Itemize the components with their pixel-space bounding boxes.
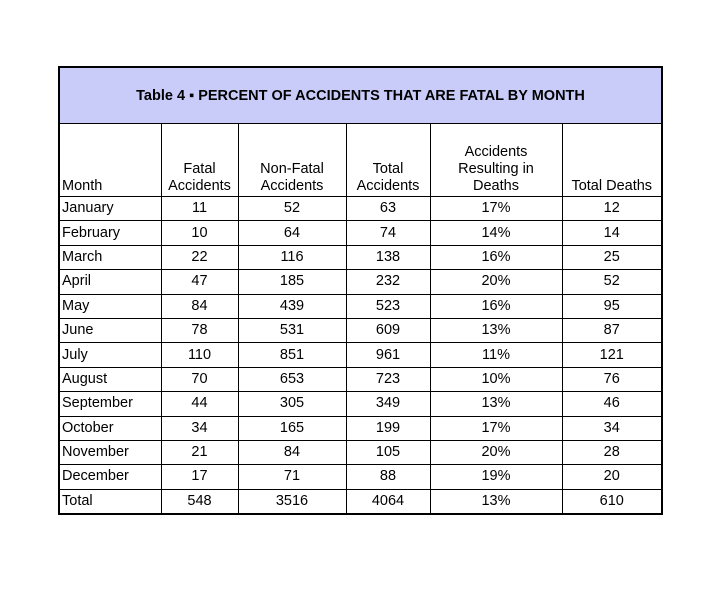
cell-pct: 20% xyxy=(430,440,562,464)
cell-pct: 13% xyxy=(430,318,562,342)
cell-nonfatal: 851 xyxy=(238,343,346,367)
header-month-label: Month xyxy=(62,178,103,194)
table-row xyxy=(60,221,661,245)
cell-nonfatal: 531 xyxy=(238,318,346,342)
cell-total: 105 xyxy=(346,440,430,464)
cell-fatal: 10 xyxy=(161,221,238,245)
header-month xyxy=(60,124,161,197)
cell-fatal: 44 xyxy=(161,392,238,416)
cell-fatal: 34 xyxy=(161,416,238,440)
cell-nonfatal: 64 xyxy=(238,221,346,245)
cell-deaths: 52 xyxy=(562,270,661,294)
cell-total: 609 xyxy=(346,318,430,342)
cell-deaths: 610 xyxy=(599,492,624,509)
cell-pct: 14% xyxy=(430,221,562,245)
table-row xyxy=(60,343,661,367)
table-row xyxy=(60,270,661,294)
cell-total: 523 xyxy=(346,294,430,318)
cell-total: 961 xyxy=(346,343,430,367)
cell-pct: 13% xyxy=(430,489,562,513)
cell-total: 88 xyxy=(346,465,430,489)
cell-month: June xyxy=(60,318,161,342)
table-header xyxy=(60,124,661,197)
header-nonfatal-line2: Accidents xyxy=(260,178,324,194)
cell-total: 723 xyxy=(346,367,430,391)
cell-pct: 20% xyxy=(430,270,562,294)
cell-deaths: 12 xyxy=(562,197,661,221)
cell-fatal: 78 xyxy=(161,318,238,342)
cell-month: July xyxy=(60,343,161,367)
cell-month: Total xyxy=(60,489,161,513)
cell-pct: 10% xyxy=(430,367,562,391)
header-nonfatal-line1: Non-Fatal xyxy=(260,161,324,177)
cell-month: November xyxy=(60,440,161,464)
cell-deaths: 76 xyxy=(562,367,661,391)
cell-deaths: 14 xyxy=(562,221,661,245)
table-row xyxy=(60,416,661,440)
header-row xyxy=(60,124,661,197)
table-row xyxy=(60,294,661,318)
cell-pct: 16% xyxy=(430,294,562,318)
header-total-line2: Accidents xyxy=(356,178,420,194)
cell-month: February xyxy=(60,221,161,245)
cell-month: May xyxy=(60,294,161,318)
cell-nonfatal: 84 xyxy=(238,440,346,464)
cell-month: April xyxy=(60,270,161,294)
table-row xyxy=(60,440,661,464)
cell-month: August xyxy=(60,367,161,391)
cell-pct: 16% xyxy=(430,245,562,269)
cell-nonfatal: 653 xyxy=(238,367,346,391)
cell-nonfatal: 71 xyxy=(238,465,346,489)
cell-nonfatal: 439 xyxy=(238,294,346,318)
cell-total: 63 xyxy=(346,197,430,221)
cell-fatal: 548 xyxy=(161,489,238,513)
header-pct-line3: Deaths xyxy=(473,178,519,194)
cell-total: 232 xyxy=(346,270,430,294)
header-pct-line1: Accidents xyxy=(464,144,528,160)
accidents-by-month-table xyxy=(60,124,661,513)
header-total-deaths xyxy=(562,124,661,197)
cell-pct: 13% xyxy=(430,392,562,416)
cell-fatal: 21 xyxy=(161,440,238,464)
cell-fatal: 17 xyxy=(161,465,238,489)
cell-pct: 17% xyxy=(430,197,562,221)
accident-table-frame xyxy=(58,66,663,515)
cell-fatal: 22 xyxy=(161,245,238,269)
cell-pct: 19% xyxy=(430,465,562,489)
table-row xyxy=(60,392,661,416)
cell-total: 138 xyxy=(346,245,430,269)
cell-fatal: 11 xyxy=(161,197,238,221)
cell-fatal: 70 xyxy=(161,367,238,391)
table-row xyxy=(60,318,661,342)
cell-nonfatal: 116 xyxy=(238,245,346,269)
cell-total: 74 xyxy=(346,221,430,245)
table-title: Table 4 ▪ PERCENT OF ACCIDENTS THAT ARE FATAL BY MONTH xyxy=(60,68,661,124)
cell-total: 349 xyxy=(346,392,430,416)
table-row xyxy=(60,245,661,269)
table-body xyxy=(60,197,661,514)
table-row xyxy=(60,367,661,391)
cell-nonfatal: 185 xyxy=(238,270,346,294)
cell-deaths: 25 xyxy=(562,245,661,269)
cell-deaths: 46 xyxy=(562,392,661,416)
cell-nonfatal: 52 xyxy=(238,197,346,221)
cell-month: December xyxy=(60,465,161,489)
header-nonfatal-accidents xyxy=(238,124,346,197)
cell-deaths: 34 xyxy=(562,416,661,440)
header-deaths-label: Total Deaths xyxy=(571,178,653,194)
cell-month: September xyxy=(60,392,161,416)
header-fatal-line2: Accidents xyxy=(168,178,231,194)
table-row xyxy=(60,197,661,221)
header-total-accidents xyxy=(346,124,430,197)
cell-nonfatal: 305 xyxy=(238,392,346,416)
cell-nonfatal: 165 xyxy=(238,416,346,440)
table-total-row xyxy=(60,489,661,513)
table-row xyxy=(60,465,661,489)
header-fatal-accidents xyxy=(161,124,238,197)
header-fatal-line1: Fatal xyxy=(183,161,216,177)
header-pct-resulting-in-deaths xyxy=(430,124,562,197)
cell-deaths: 20 xyxy=(562,465,661,489)
cell-month: January xyxy=(60,197,161,221)
cell-fatal: 84 xyxy=(161,294,238,318)
cell-total: 4064 xyxy=(346,489,430,513)
cell-deaths: 121 xyxy=(562,343,661,367)
cell-month: March xyxy=(60,245,161,269)
header-pct-line2: Resulting in xyxy=(458,161,534,177)
cell-deaths: 95 xyxy=(562,294,661,318)
cell-total: 199 xyxy=(346,416,430,440)
cell-month: October xyxy=(60,416,161,440)
cell-nonfatal: 3516 xyxy=(238,489,346,513)
header-total-line1: Total xyxy=(372,161,404,177)
cell-pct: 11% xyxy=(430,343,562,367)
cell-pct: 17% xyxy=(430,416,562,440)
cell-deaths: 28 xyxy=(562,440,661,464)
cell-fatal: 110 xyxy=(161,343,238,367)
cell-deaths: 87 xyxy=(562,318,661,342)
cell-fatal: 47 xyxy=(161,270,238,294)
